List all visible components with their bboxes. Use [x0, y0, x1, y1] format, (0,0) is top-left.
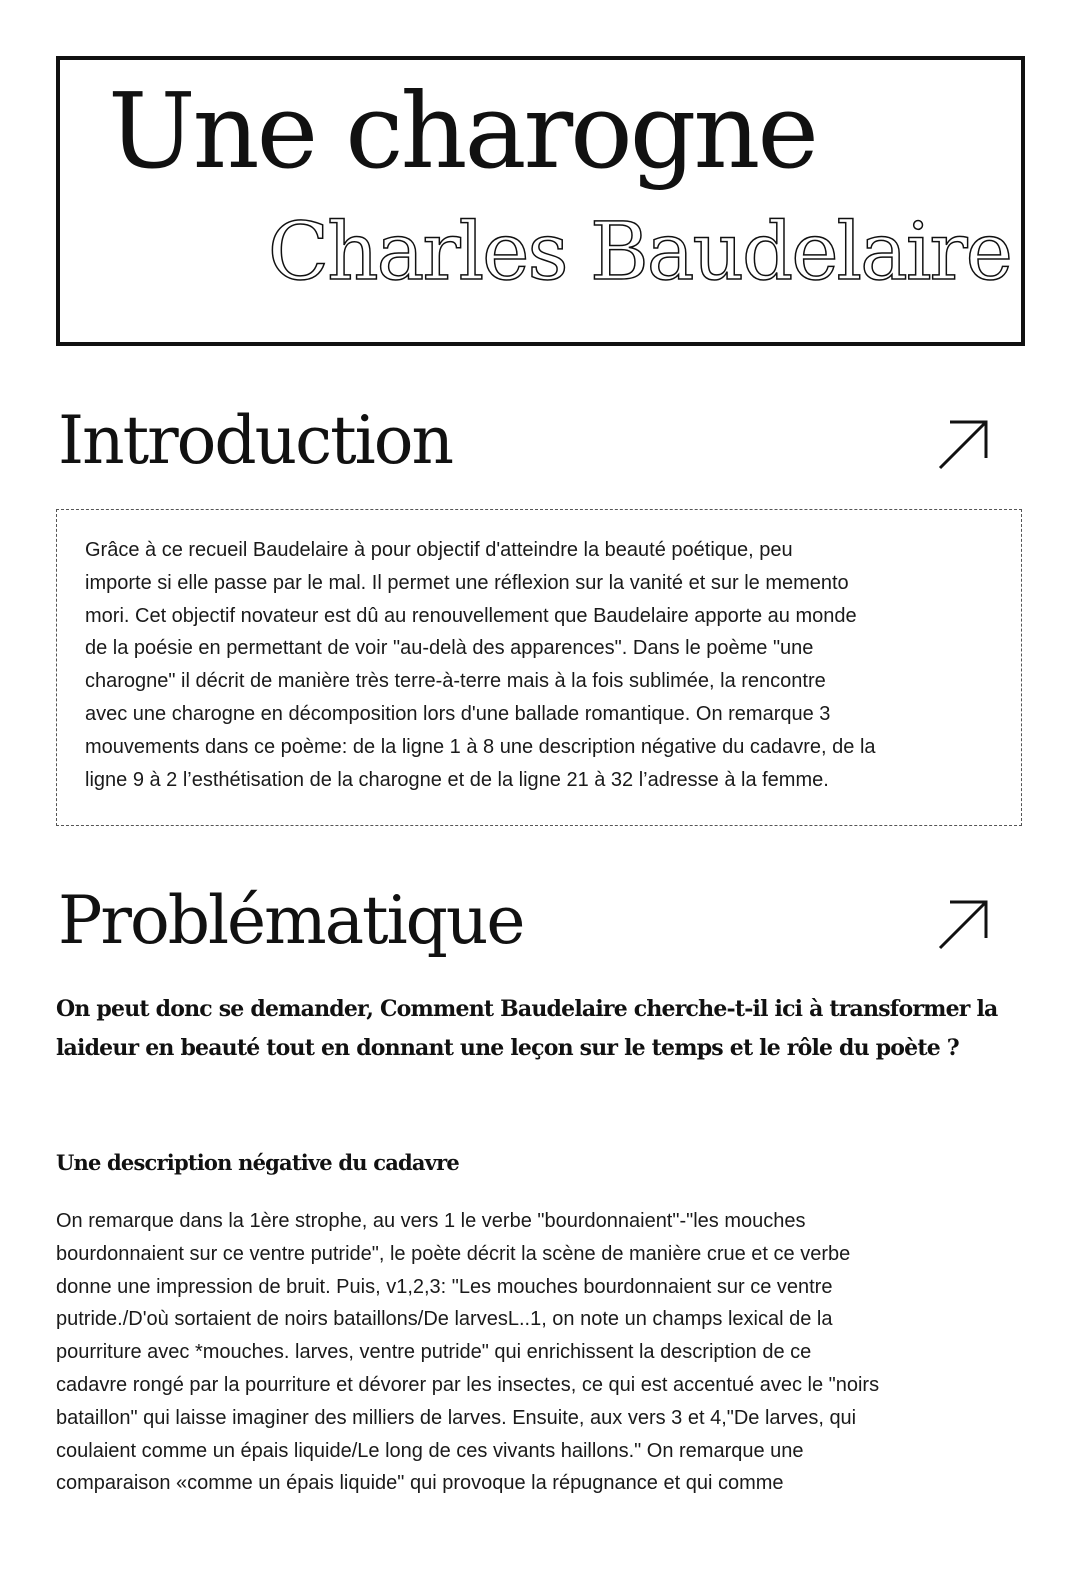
text-line: de la poésie en permettant de voir "au-delà des apparences". Dans le poème "une — [85, 637, 814, 660]
text-line: coulaient comme un épais liquide/Le long de ces vivants haillons." On remarque une — [56, 1439, 804, 1462]
text-line: bataillon" qui laisse imaginer des milliers de larves. Ensuite, aux vers 3 et 4,"De larves, qui — [56, 1406, 857, 1429]
document-title: Une charogne — [108, 70, 816, 192]
text-line: pourriture avec *mouches. larves, ventre putride" qui enrichissent la description de ce — [56, 1341, 812, 1364]
text-line: mouvements dans ce poème: de la ligne 1 à 8 une description négative du cadavre, de la — [85, 735, 876, 758]
text-line: donne une impression de bruit. Puis, v1,2,3: "Les mouches bourdonnaient sur ce ventre — [56, 1275, 833, 1298]
text-line: putride./D'où sortaient de noirs bataillons/De larvesL..1, on note un champs lexical de la — [56, 1308, 833, 1331]
text-line: importe si elle passe par le mal. Il permet une réflexion sur la vanité et sur le memento — [85, 571, 849, 594]
text-line: mori. Cet objectif novateur est dû au renouvellement que Baudelaire apporte au monde — [85, 604, 857, 627]
introduction-heading: Introduction — [58, 402, 452, 479]
question-line: On peut donc se demander, Comment Baudelaire cherche-t-il ici à transformer la — [56, 996, 998, 1022]
author-name: Charles Baudelaire — [267, 205, 1011, 298]
problematique-heading: Problématique — [58, 882, 524, 959]
text-line: ligne 9 à 2 l’esthétisation de la charogne et de la ligne 21 à 32 l’adresse à la femme. — [85, 768, 829, 791]
text-line: On remarque dans la 1ère strophe, au vers 1 le verbe "bourdonnaient"-"les mouches — [56, 1210, 806, 1232]
text-line: charogne" il décrit de manière très terre-à-terre mais à la fois sublimée, la rencontre — [85, 670, 826, 693]
section-text — [56, 1205, 879, 1500]
text-line: cadavre rongé par la pourriture et dévorer par les insectes, ce qui est accentué avec le "noirs — [56, 1373, 880, 1396]
section-heading: Une description négative du cadavre — [56, 1150, 459, 1175]
question-line: laideur en beauté tout en donnant une leçon sur le temps et le rôle du poète ? — [56, 1035, 959, 1061]
introduction-text — [85, 534, 876, 796]
text-line: avec une charogne en décomposition lors d'une ballade romantique. On remarque 3 — [85, 702, 831, 725]
text-line: Grâce à ce recueil Baudelaire à pour objectif d'atteindre la beauté poétique, peu — [85, 539, 793, 561]
problematique-question — [56, 990, 997, 1068]
arrow-up-right-icon — [936, 418, 990, 472]
title-box — [56, 56, 1025, 346]
arrow-up-right-icon — [936, 898, 990, 952]
text-line: bourdonnaient sur ce ventre putride", le poète décrit la scène de manière crue et ce verbe — [56, 1242, 851, 1265]
text-line: comparaison «comme un épais liquide" qui provoque la répugnance et qui comme — [56, 1472, 784, 1495]
